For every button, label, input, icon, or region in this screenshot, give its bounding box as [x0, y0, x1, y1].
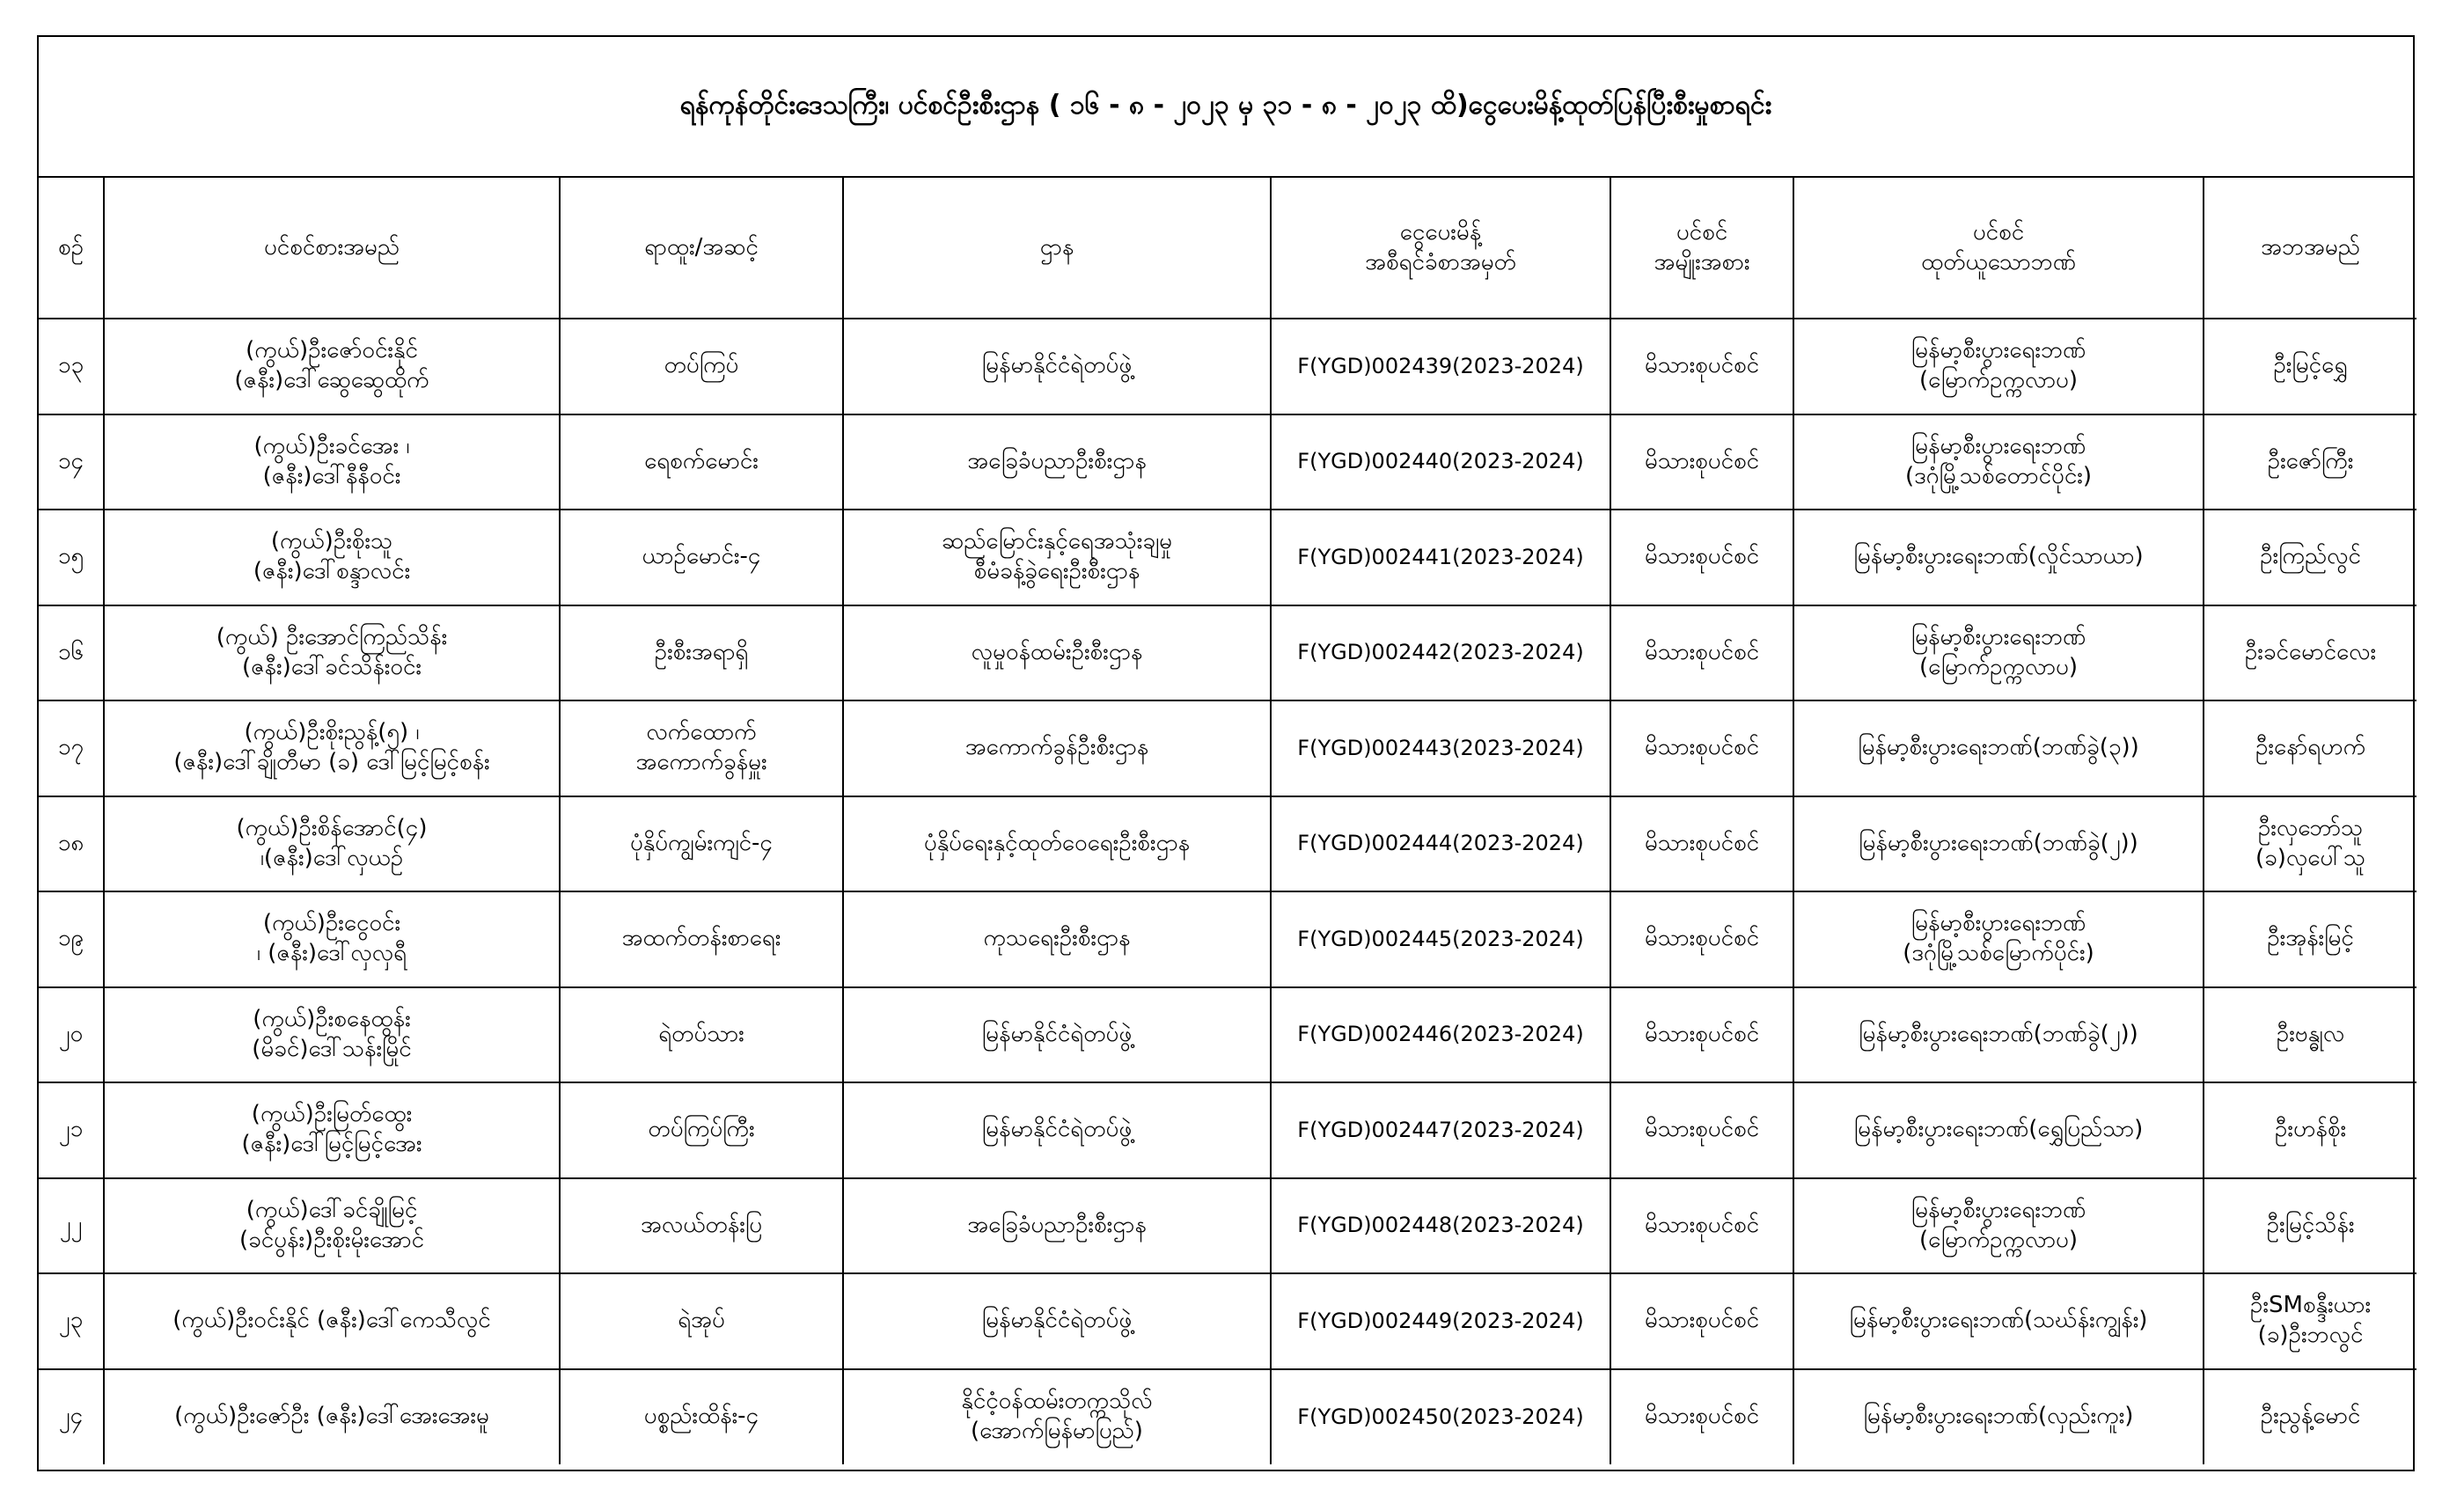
cell-name-text: (ကွယ်)ဦးစိုးညွန့်(၅) ၊: [244, 719, 420, 746]
header-order-line1: ငွေပေးမိန့်: [1399, 218, 1482, 246]
cell-order-number-text: F(YGD)002450(2023-2024): [1297, 1404, 1584, 1429]
cell-bank-text: မြန်မာ့စီးပွားရေးဘဏ်(လှိုင်သာယာ): [1853, 543, 2144, 570]
cell-order-number-text: F(YGD)002443(2023-2024): [1297, 735, 1584, 760]
cell-rank-text: ပုံနှိပ်ကျွမ်းကျင်-၄: [629, 829, 774, 856]
cell-no: [39, 605, 104, 701]
cell-order-number-text: F(YGD)002444(2023-2024): [1297, 831, 1584, 856]
cell-type: [1610, 987, 1793, 1083]
cell-no: [39, 891, 104, 987]
cell-no: [39, 414, 104, 510]
cell-dept-text: စီမံခန့်ခွဲရေးဦးစီးဌာန: [973, 558, 1140, 585]
cell-dept: [843, 1273, 1271, 1369]
cell-rank-text: လက်ထောက်: [646, 719, 757, 746]
cell-rank-text: တပ်ကြပ်: [664, 352, 739, 379]
cell-bank-text: မြန်မာ့စီးပွားရေးဘဏ်(ဘဏ်ခွဲ(၂)): [1859, 829, 2138, 856]
cell-name-text: (ကွယ်)ဦးငွေဝင်း: [262, 910, 401, 937]
cell-type-text: မိသားစုပင်စင်: [1644, 1307, 1760, 1334]
table-row: [39, 700, 2416, 796]
cell-type-text: မိသားစုပင်စင်: [1644, 638, 1760, 665]
cell-father-text: ဦးအုန်းမြင့်: [2267, 925, 2354, 952]
cell-type: [1610, 319, 1793, 414]
cell-bank: [1793, 1369, 2204, 1465]
table-row: [39, 319, 2416, 414]
cell-name-text: (ကွယ်)ဦးဇော်ဝင်းနိုင်: [246, 337, 418, 364]
cell-order-number: [1271, 700, 1610, 796]
cell-name-text: (ကွယ်)ဒေါ်ခင်ချိုမြင့်: [246, 1196, 418, 1223]
cell-name-text: (ကွယ်) ဦးအောင်ကြည်သိန်း: [216, 623, 448, 650]
cell-father: [2204, 1178, 2416, 1274]
cell-type: [1610, 605, 1793, 701]
cell-type: [1610, 1369, 1793, 1465]
cell-rank-text: အထက်တန်းစာရေး: [621, 925, 781, 952]
cell-rank-text: ရဲအုပ်: [678, 1307, 725, 1334]
cell-order-number: [1271, 891, 1610, 987]
table-row: [39, 1273, 2416, 1369]
cell-father: [2204, 510, 2416, 605]
cell-type: [1610, 1082, 1793, 1178]
cell-bank-text: မြန်မာ့စီးပွားရေးဘဏ်: [1910, 337, 2086, 364]
table-row: [39, 1369, 2416, 1465]
cell-father: [2204, 700, 2416, 796]
cell-father: [2204, 1273, 2416, 1369]
cell-name: [104, 796, 560, 892]
cell-father: [2204, 796, 2416, 892]
cell-bank-text: မြန်မာ့စီးပွားရေးဘဏ်: [1910, 623, 2086, 650]
cell-type-text: မိသားစုပင်စင်: [1644, 1116, 1760, 1143]
cell-type-text: မိသားစုပင်စင်: [1644, 1020, 1760, 1047]
cell-father: [2204, 891, 2416, 987]
cell-name: [104, 319, 560, 414]
cell-father-text: ဦးဗန္ဓုလ: [2276, 1020, 2345, 1047]
cell-type-text: မိသားစုပင်စင်: [1644, 352, 1760, 379]
cell-name-text: (ဇနီး)ဒေါ်မြင့်မြင့်အေး: [241, 1131, 422, 1158]
cell-bank: [1793, 1178, 2204, 1274]
cell-bank: [1793, 1273, 2204, 1369]
header-order-line2: အစီရင်ခံစာအမှတ်: [1365, 248, 1516, 275]
cell-rank-text: ယာဉ်မောင်း-၄: [642, 543, 761, 570]
cell-rank: [560, 700, 843, 796]
cell-rank: [560, 1369, 843, 1465]
table-row: [39, 796, 2416, 892]
cell-father: [2204, 319, 2416, 414]
cell-dept: [843, 605, 1271, 701]
header-type-line1: ပင်စင်: [1676, 218, 1728, 246]
cell-type-text: မိသားစုပင်စင်: [1644, 1403, 1760, 1430]
cell-dept-text: ကုသရေးဦးစီးဌာန: [983, 925, 1131, 952]
cell-dept-text: ဆည်မြောင်းနှင့်ရေအသုံးချမှု: [942, 528, 1172, 555]
cell-order-number-text: F(YGD)002448(2023-2024): [1297, 1213, 1584, 1238]
cell-dept-text: အကောက်ခွန်ဦးစီးဌာန: [964, 734, 1149, 761]
table-row: [39, 891, 2416, 987]
cell-order-number: [1271, 1369, 1610, 1465]
cell-father-text: ဦးဇော်ကြီး: [2267, 447, 2354, 474]
cell-dept-text: လူမှုဝန်ထမ်းဦးစီးဌာန: [971, 638, 1143, 665]
cell-father-text: (ခ)လှပေါ်သူ: [2255, 844, 2366, 871]
cell-no: [39, 700, 104, 796]
cell-name-text: ၊(ဇနီး)ဒေါ်လှယဉ်: [260, 844, 404, 871]
cell-bank: [1793, 891, 2204, 987]
cell-type-text: မိသားစုပင်စင်: [1644, 1211, 1760, 1238]
cell-type-text: မိသားစုပင်စင်: [1644, 543, 1760, 570]
cell-bank-text: မြန်မာ့စီးပွားရေးဘဏ်(ရွှေပြည်သာ): [1853, 1116, 2144, 1143]
cell-rank-text: တပ်ကြပ်ကြီး: [648, 1116, 755, 1143]
cell-no-text: ၂၄: [58, 1403, 84, 1430]
report-title: ရန်ကုန်တိုင်းဒေသကြီး၊ ပင်စင်ဦးစီးဌာန ( ၁၆ - ၈ - ၂၀၂၃ မှ ၃၁ - ၈ - ၂၀၂၃ ထိ)ငွေပေးမိန့်ထုတ်ပြန်ပြီးစီးမှုစာရင်း: [39, 37, 2413, 178]
cell-name-text: (ကွယ်)ဦးစနေထွန်း: [253, 1005, 411, 1032]
cell-no: [39, 1273, 104, 1369]
cell-rank: [560, 1273, 843, 1369]
cell-no: [39, 796, 104, 892]
cell-no-text: ၂၃: [58, 1307, 84, 1334]
cell-no: [39, 1082, 104, 1178]
cell-order-number: [1271, 510, 1610, 605]
cell-name-text: (ကွယ်)ဦးဝင်းနိုင် (ဇနီး)ဒေါ်ကေသီလွင်: [172, 1307, 491, 1334]
cell-no-text: ၁၆: [57, 638, 84, 665]
header-dept: ဌာန: [843, 178, 1271, 319]
header-order: [1271, 178, 1610, 319]
cell-order-number-text: F(YGD)002439(2023-2024): [1297, 353, 1584, 378]
cell-bank: [1793, 796, 2204, 892]
cell-dept: [843, 319, 1271, 414]
table-row: [39, 1178, 2416, 1274]
cell-rank: [560, 1178, 843, 1274]
cell-type-text: မိသားစုပင်စင်: [1644, 829, 1760, 856]
cell-order-number: [1271, 1082, 1610, 1178]
cell-father-text: ဦးခင်မောင်လေး: [2244, 638, 2377, 665]
cell-dept-text: မြန်မာနိုင်ငံရဲတပ်ဖွဲ့: [981, 1116, 1133, 1143]
cell-father: [2204, 414, 2416, 510]
cell-type: [1610, 414, 1793, 510]
cell-name-text: (ဇနီး)ဒေါ်စန္ဒာလင်း: [253, 558, 411, 585]
cell-name-text: (မိခင်)ဒေါ်သန်းမြိုင်: [252, 1035, 412, 1062]
cell-order-number: [1271, 1273, 1610, 1369]
cell-type: [1610, 700, 1793, 796]
cell-no-text: ၂၁: [58, 1116, 84, 1143]
cell-dept-text: မြန်မာနိုင်ငံရဲတပ်ဖွဲ့: [981, 1307, 1133, 1334]
cell-order-number: [1271, 319, 1610, 414]
cell-bank: [1793, 700, 2204, 796]
cell-type: [1610, 796, 1793, 892]
header-no: စဉ်: [39, 178, 104, 319]
cell-bank-text: မြန်မာ့စီးပွားရေးဘဏ်: [1910, 1196, 2086, 1223]
header-type-line2: အမျိုးအစား: [1654, 248, 1750, 275]
cell-father-text: ဦးကြည်လွင်: [2260, 543, 2361, 570]
pension-table: [39, 178, 2416, 1464]
cell-bank: [1793, 510, 2204, 605]
cell-order-number-text: F(YGD)002442(2023-2024): [1297, 640, 1584, 665]
table-row: [39, 987, 2416, 1083]
cell-bank-text: မြန်မာ့စီးပွားရေးဘဏ်(လှည်းကူး): [1863, 1403, 2134, 1430]
cell-father-text: (ခ)ဦးဘလွင်: [2257, 1322, 2364, 1349]
cell-rank-text: ရေစက်မောင်း: [644, 447, 759, 474]
header-type: [1610, 178, 1793, 319]
table-row: [39, 414, 2416, 510]
table-header-row: [39, 178, 2416, 319]
cell-rank: [560, 605, 843, 701]
cell-name-text: (ကွယ်)ဦးခင်အေး ၊: [253, 432, 410, 459]
cell-order-number-text: F(YGD)002440(2023-2024): [1297, 449, 1584, 474]
cell-order-number-text: F(YGD)002441(2023-2024): [1297, 544, 1584, 569]
cell-father: [2204, 1082, 2416, 1178]
cell-dept-text: မြန်မာနိုင်ငံရဲတပ်ဖွဲ့: [981, 1020, 1133, 1047]
cell-name: [104, 1178, 560, 1274]
cell-dept: [843, 510, 1271, 605]
cell-order-number: [1271, 987, 1610, 1083]
cell-no: [39, 987, 104, 1083]
cell-type: [1610, 891, 1793, 987]
cell-rank: [560, 796, 843, 892]
header-rank: ရာထူး/အဆင့်: [560, 178, 843, 319]
cell-name: [104, 1273, 560, 1369]
cell-rank-text: အလယ်တန်းပြ: [640, 1211, 763, 1238]
cell-bank: [1793, 319, 2204, 414]
cell-father-text: ဦးSMစန္ဒီးယား: [2249, 1292, 2372, 1319]
cell-type-text: မိသားစုပင်စင်: [1644, 925, 1760, 952]
cell-name-text: (ကွယ်)ဦးစိုးသူ: [270, 528, 393, 555]
cell-name-text: (ခင်ပွန်း)ဦးစိုးမိုးအောင်: [238, 1226, 424, 1253]
cell-bank-text: (မြောက်ဥက္ကလာပ): [1918, 1226, 2079, 1253]
pension-report-sheet: [37, 35, 2415, 1471]
table-row: [39, 1082, 2416, 1178]
cell-bank-text: မြန်မာ့စီးပွားရေးဘဏ်: [1910, 432, 2086, 459]
cell-order-number-text: F(YGD)002446(2023-2024): [1297, 1022, 1584, 1047]
cell-type: [1610, 1273, 1793, 1369]
cell-no-text: ၁၉: [57, 925, 84, 952]
cell-type: [1610, 1178, 1793, 1274]
cell-dept: [843, 891, 1271, 987]
cell-dept: [843, 1369, 1271, 1465]
cell-dept: [843, 700, 1271, 796]
cell-rank: [560, 319, 843, 414]
cell-rank: [560, 891, 843, 987]
cell-dept-text: ပုံနှိပ်ရေးနှင့်ထုတ်ဝေရေးဦးစီးဌာန: [923, 829, 1191, 856]
cell-no: [39, 1369, 104, 1465]
cell-rank: [560, 414, 843, 510]
cell-name: [104, 605, 560, 701]
cell-order-number: [1271, 414, 1610, 510]
cell-no-text: ၁၅: [57, 543, 84, 570]
cell-dept: [843, 1178, 1271, 1274]
cell-rank: [560, 987, 843, 1083]
cell-father: [2204, 987, 2416, 1083]
cell-name: [104, 987, 560, 1083]
cell-father-text: ဦးညွန့်မောင်: [2260, 1403, 2361, 1430]
cell-rank: [560, 1082, 843, 1178]
cell-father-text: ဦးမြင့်သိန်း: [2266, 1211, 2355, 1238]
cell-no-text: ၁၈: [57, 829, 84, 856]
cell-bank: [1793, 605, 2204, 701]
cell-bank-text: (ဒဂုံမြို့သစ်တောင်ပိုင်း): [1904, 462, 2093, 489]
cell-dept-text: အခြေခံပညာဦးစီးဌာန: [967, 447, 1147, 474]
cell-no-text: ၁၇: [57, 734, 84, 761]
cell-name: [104, 1369, 560, 1465]
cell-no-text: ၁၄: [57, 447, 84, 474]
cell-dept: [843, 796, 1271, 892]
cell-bank-text: (မြောက်ဥက္ကလာပ): [1918, 367, 2079, 394]
cell-bank: [1793, 1082, 2204, 1178]
header-bank-line2: ထုတ်ယူသောဘဏ်: [1921, 248, 2076, 275]
cell-rank-text: အကောက်ခွန်မှူး: [635, 749, 767, 776]
header-bank-line1: ပင်စင်: [1972, 218, 2025, 246]
cell-rank-text: ဦးစီးအရာရှိ: [654, 638, 749, 665]
cell-rank-text: ရဲတပ်သား: [658, 1020, 744, 1047]
cell-name: [104, 510, 560, 605]
cell-dept: [843, 987, 1271, 1083]
table-row: [39, 605, 2416, 701]
cell-order-number-text: F(YGD)002445(2023-2024): [1297, 926, 1584, 951]
cell-dept-text: အခြေခံပညာဦးစီးဌာန: [967, 1211, 1147, 1238]
cell-bank-text: (ဒဂုံမြို့သစ်မြောက်ပိုင်း): [1903, 940, 2094, 967]
header-bank: [1793, 178, 2204, 319]
header-name: ပင်စင်စားအမည်: [104, 178, 560, 319]
cell-father-text: ဦးမြင့်ရွှေ: [2273, 352, 2348, 379]
cell-bank-text: မြန်မာ့စီးပွားရေးဘဏ်(သဃ်န်းကျွန်း): [1849, 1307, 2148, 1334]
cell-bank-text: မြန်မာ့စီးပွားရေးဘဏ်: [1910, 910, 2086, 937]
cell-name-text: (ဇနီး)ဒေါ်နီနီဝင်း: [262, 462, 401, 489]
cell-name-text: (ကွယ်)ဦးမြတ်ထွေး: [251, 1101, 413, 1128]
cell-name-text: ၊ (ဇနီး)ဒေါ်လှလှရီ: [256, 940, 407, 967]
cell-type-text: မိသားစုပင်စင်: [1644, 447, 1760, 474]
cell-no-text: ၁၃: [57, 352, 84, 379]
cell-father-text: ဦးနော်ရဟက်: [2255, 734, 2366, 761]
cell-rank-text: ပစ္စည်းထိန်း-၄: [643, 1403, 759, 1430]
cell-father-text: ဦးလှဘော်သူ: [2257, 814, 2364, 841]
cell-name-text: (ဇနီး)ဒေါ်ချိုတီမာ (ခ) ဒေါ်မြင့်မြင့်စန်း: [173, 749, 490, 776]
cell-bank: [1793, 414, 2204, 510]
cell-name: [104, 1082, 560, 1178]
cell-bank-text: (မြောက်ဥက္ကလာပ): [1918, 653, 2079, 680]
cell-order-number: [1271, 1178, 1610, 1274]
cell-bank-text: မြန်မာ့စီးပွားရေးဘဏ်(ဘဏ်ခွဲ(၃)): [1858, 734, 2139, 761]
cell-no: [39, 319, 104, 414]
cell-no-text: ၂၂: [59, 1211, 83, 1238]
cell-no: [39, 1178, 104, 1274]
cell-name-text: (ကွယ်)ဦးဇော်ဦး (ဇနီး)ဒေါ်အေးအေးမူ: [174, 1403, 489, 1430]
cell-dept-text: (အောက်မြန်မာပြည်): [971, 1418, 1143, 1445]
cell-no: [39, 510, 104, 605]
cell-name: [104, 891, 560, 987]
cell-father: [2204, 605, 2416, 701]
cell-order-number-text: F(YGD)002447(2023-2024): [1297, 1117, 1584, 1142]
cell-type: [1610, 510, 1793, 605]
cell-order-number-text: F(YGD)002449(2023-2024): [1297, 1308, 1584, 1333]
cell-order-number: [1271, 605, 1610, 701]
cell-name-text: (ဇနီး)ဒေါ်ဆွေဆွေထိုက်: [234, 367, 429, 394]
cell-name-text: (ကွယ်)ဦးစိန်အောင်(၄): [236, 814, 428, 841]
cell-dept: [843, 414, 1271, 510]
cell-name: [104, 414, 560, 510]
cell-father: [2204, 1369, 2416, 1465]
cell-father-text: ဦးဟန်စိုး: [2274, 1116, 2347, 1143]
cell-rank: [560, 510, 843, 605]
table-row: [39, 510, 2416, 605]
cell-dept-text: မြန်မာနိုင်ငံရဲတပ်ဖွဲ့: [981, 352, 1133, 379]
cell-name-text: (ဇနီး)ဒေါ်ခင်သိန်းဝင်း: [241, 653, 422, 680]
cell-order-number: [1271, 796, 1610, 892]
cell-dept: [843, 1082, 1271, 1178]
cell-type-text: မိသားစုပင်စင်: [1644, 734, 1760, 761]
cell-no-text: ၂၀: [58, 1020, 84, 1047]
cell-bank-text: မြန်မာ့စီးပွားရေးဘဏ်(ဘဏ်ခွဲ(၂)): [1859, 1020, 2138, 1047]
cell-dept-text: နိုင်ငံ့ဝန်ထမ်းတက္ကသိုလ်: [961, 1388, 1153, 1415]
cell-name: [104, 700, 560, 796]
cell-bank: [1793, 987, 2204, 1083]
header-father: အဘအမည်: [2204, 178, 2416, 319]
